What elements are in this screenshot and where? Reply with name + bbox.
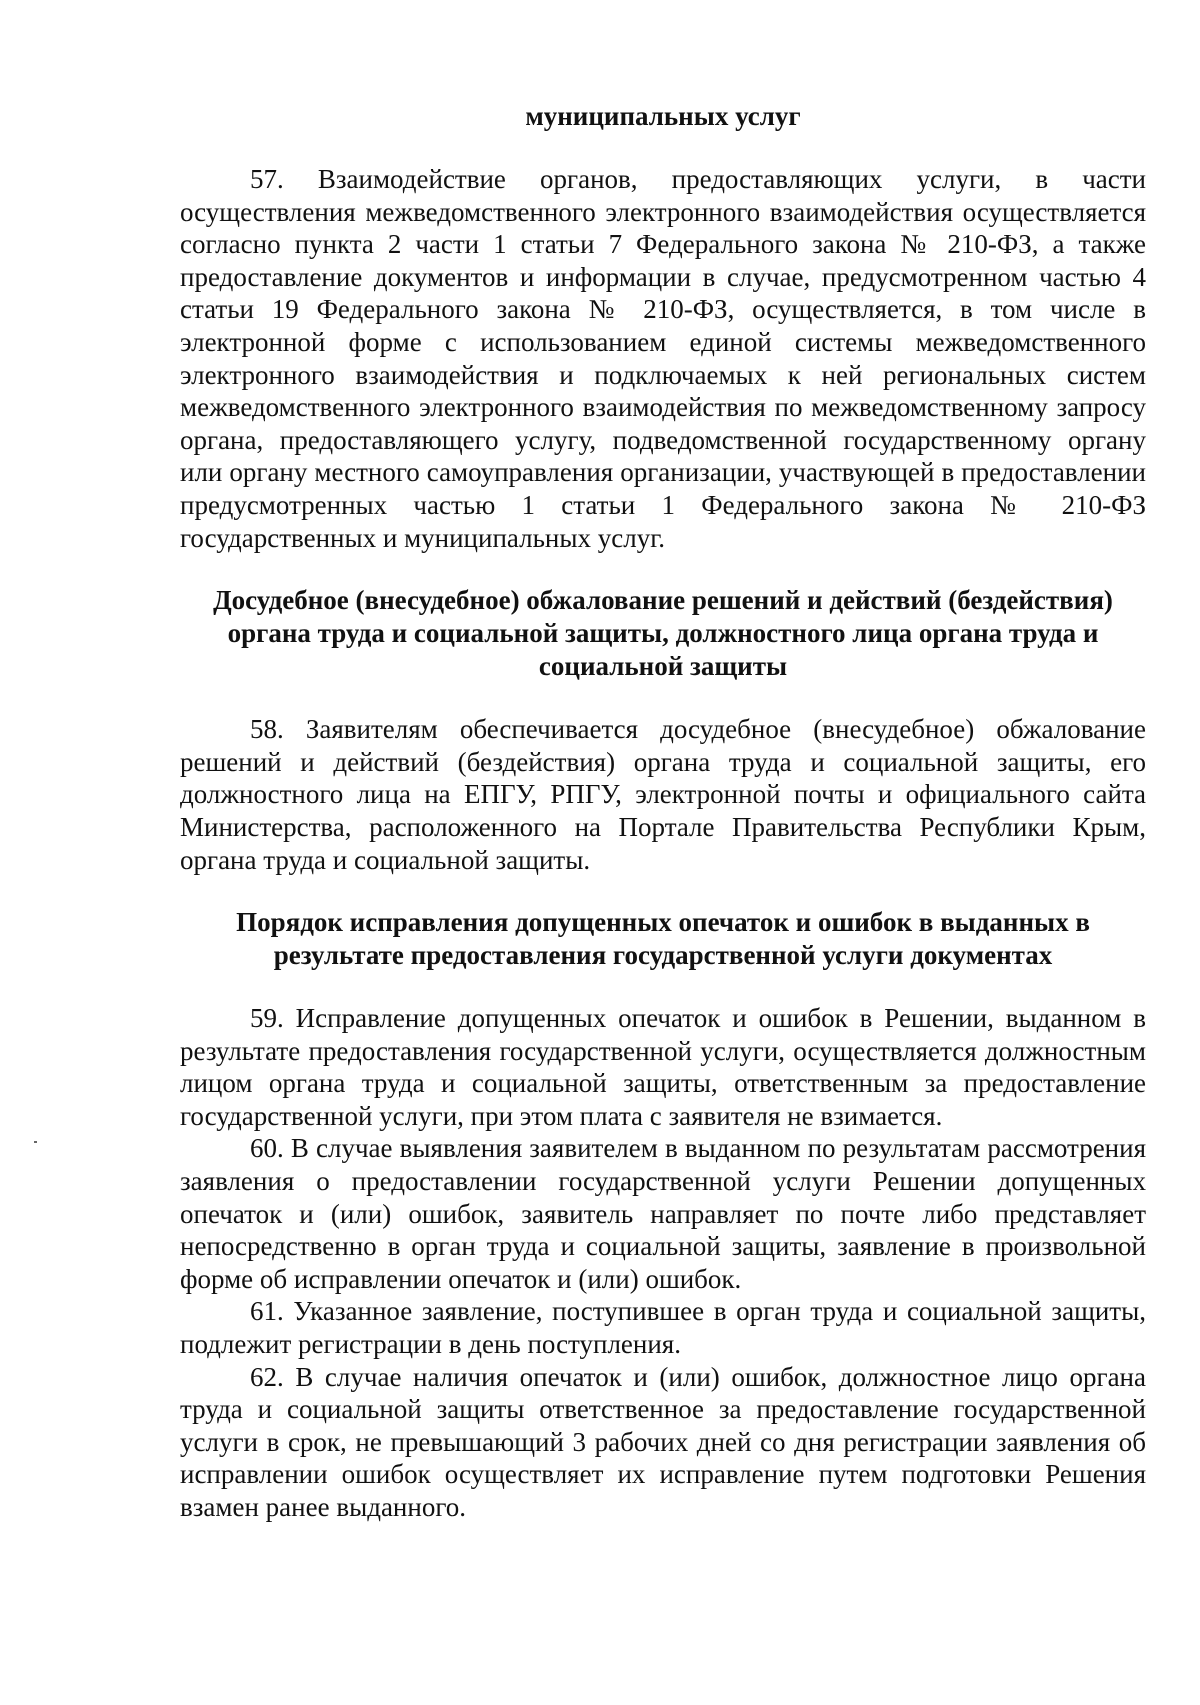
heading-pretrial-appeal: Досудебное (внесудебное) обжалование решений и действий (бездействия) органа труда и социальной защиты, должностного лица органа труда и социальной защиты bbox=[213, 585, 1113, 682]
paragraph-61: 61. Указанное заявление, поступившее в орган труда и социальной защиты, подлежит регистрации в день поступления. bbox=[180, 1296, 1146, 1360]
paragraph-57: 57. Взаимодействие органов, предоставляющих услуги, в части осуществления межведомственного электронного взаимодействия осуществляется согласно пункта 2 части 1 статьи 7 Федерального закона № 210-ФЗ, а также предоставление документов и информации в случае, предусмотренном частью 4 статьи 19 Федерального закона № 210-ФЗ, осуществляется, в том числе в электронной форме с использованием единой системы межведомственного электронного взаимодействия и подключаемых к ней региональных систем межведомственного электронного взаимодействия по межведомственному запросу органа, предоставляющего услугу, подведомственной государственному органу или органу местного самоуправления организации, участвующей в предоставлении предусмотренных частью 1 статьи 1 Федерального закона № 210-ФЗ государственных и муниципальных услуг. bbox=[180, 164, 1146, 553]
paragraph-62: 62. В случае наличия опечаток и (или) ошибок, должностное лицо органа труда и социальной защиты ответственное за предоставление государственной услуги в срок, не превышающий 3 рабочих дней со дня регистрации заявления об исправлении ошибок осуществляет их исправление путем подготовки Решения взамен ранее выданного. bbox=[180, 1361, 1146, 1522]
heading-error-correction: Порядок исправления допущенных опечаток и ошибок в выданных в результате предоставления государственной услуги документах bbox=[236, 907, 1090, 971]
document-body bbox=[180, 100, 1146, 1524]
paragraph-60: 60. В случае выявления заявителем в выданном по результатам рассмотрения заявления о предоставлении государственной услуги Решении допущенных опечаток и (или) ошибок, заявитель направляет по почте либо представляет непосредственно в орган труда и социальной защиты, заявление в произвольной форме об исправлении опечаток и (или) ошибок. bbox=[180, 1133, 1146, 1294]
paragraph-59: 59. Исправление допущенных опечаток и ошибок в Решении, выданном в результате предоставления государственной услуги, осуществляется должностным лицом органа труда и социальной защиты, ответственным за предоставление государственной услуги, при этом плата с заявителя не взимается. bbox=[180, 1003, 1146, 1131]
paragraph-58: 58. Заявителям обеспечивается досудебное (внесудебное) обжалование решений и действий (бездействия) органа труда и социальной защиты, его должностного лица на ЕПГУ, РПГУ, электронной почты и официального сайта Министерства, расположенного на Портале Правительства Республики Крым, органа труда и социальной защиты. bbox=[180, 714, 1146, 875]
heading-municipal-services: муниципальных услуг bbox=[525, 101, 801, 131]
scan-speck bbox=[34, 1141, 37, 1143]
